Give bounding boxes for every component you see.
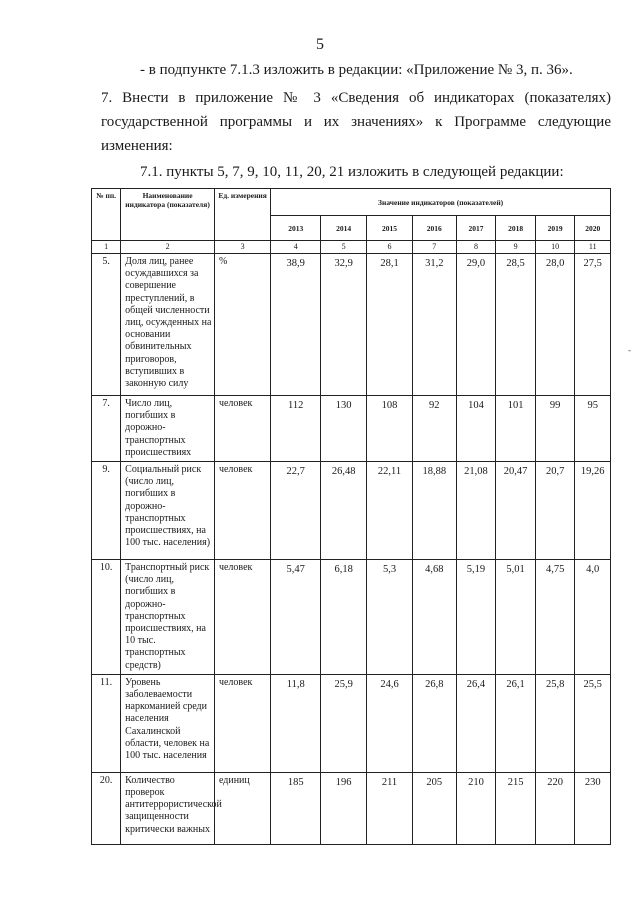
indicator-value: 196: [321, 772, 367, 844]
indicator-value: 28,1: [367, 254, 413, 396]
header-year: 2018: [496, 216, 536, 241]
unit-of-measure: единиц: [214, 772, 270, 844]
indicator-value: 19,26: [575, 462, 611, 560]
indicator-value: 28,5: [496, 254, 536, 396]
indicator-value: 4,75: [535, 560, 575, 675]
indicator-name: Доля лиц, ранее осуждавшихся за совершение преступлений, в общей численности лиц, осужденных на основании обвинительных приговоров, вступивших в законную силу: [121, 254, 215, 396]
row-number: 10.: [92, 560, 121, 675]
paragraph-items-amendment: 7.1. пункты 5, 7, 9, 10, 11, 20, 21 изложить в следующей редакции:: [140, 164, 564, 180]
column-number: 3: [214, 241, 270, 254]
indicator-value: 4,68: [412, 560, 456, 675]
indicator-name: Транспортный риск (число лиц, погибших в дорожно-транспортных происшествиях, на 10 тыс. транспортных средств): [121, 560, 215, 675]
indicator-value: 215: [496, 772, 536, 844]
column-number: 10: [535, 241, 575, 254]
row-number: 20.: [92, 772, 121, 844]
indicator-value: 27,5: [575, 254, 611, 396]
indicator-value: 18,88: [412, 462, 456, 560]
indicator-value: 26,4: [456, 674, 496, 772]
unit-of-measure: человек: [214, 462, 270, 560]
indicator-value: 92: [412, 396, 456, 462]
indicator-value: 108: [367, 396, 413, 462]
indicator-value: 6,18: [321, 560, 367, 675]
indicator-value: 25,8: [535, 674, 575, 772]
row-number: 7.: [92, 396, 121, 462]
indicator-value: 112: [271, 396, 321, 462]
table-row: [92, 396, 611, 462]
indicator-value: 26,8: [412, 674, 456, 772]
table-row: [92, 462, 611, 560]
indicator-value: 185: [271, 772, 321, 844]
indicator-value: 20,7: [535, 462, 575, 560]
column-number: 5: [321, 241, 367, 254]
header-num: № пп.: [92, 189, 121, 241]
indicator-value: 99: [535, 396, 575, 462]
header-name: Наименование индикатора (показателя): [121, 189, 215, 241]
indicator-value: 211: [367, 772, 413, 844]
column-number: 1: [92, 241, 121, 254]
column-number: 8: [456, 241, 496, 254]
indicator-value: 31,2: [412, 254, 456, 396]
indicator-value: 4,0: [575, 560, 611, 675]
unit-of-measure: человек: [214, 674, 270, 772]
indicator-value: 25,9: [321, 674, 367, 772]
indicator-name: Уровень заболеваемости наркоманией среди населения Сахалинской области, человек на 100 тыс. населения: [121, 674, 215, 772]
row-number: 11.: [92, 674, 121, 772]
column-number: 4: [271, 241, 321, 254]
indicator-value: 5,01: [496, 560, 536, 675]
unit-of-measure: %: [214, 254, 270, 396]
indicator-value: 104: [456, 396, 496, 462]
header-year: 2013: [271, 216, 321, 241]
header-year: 2015: [367, 216, 413, 241]
table-header-row: [92, 189, 611, 216]
header-year: 2017: [456, 216, 496, 241]
indicator-name: Социальный риск (число лиц, погибших в дорожно-транспортных происшествиях, на 100 тыс. населения): [121, 462, 215, 560]
row-number: 9.: [92, 462, 121, 560]
indicator-value: 26,1: [496, 674, 536, 772]
header-year: 2014: [321, 216, 367, 241]
header-year: 2016: [412, 216, 456, 241]
indicator-name: Количество проверок антитеррористической защищенности критически важных: [121, 772, 215, 844]
indicator-value: 205: [412, 772, 456, 844]
indicator-value: 210: [456, 772, 496, 844]
header-year: 2020: [575, 216, 611, 241]
unit-of-measure: человек: [214, 560, 270, 675]
indicator-value: 230: [575, 772, 611, 844]
indicator-value: 5,47: [271, 560, 321, 675]
column-number: 6: [367, 241, 413, 254]
table-row: [92, 772, 611, 844]
indicator-value: 21,08: [456, 462, 496, 560]
header-values: Значение индикаторов (показателей): [271, 189, 611, 216]
indicator-value: 38,9: [271, 254, 321, 396]
indicator-value: 22,7: [271, 462, 321, 560]
indicator-value: 11,8: [271, 674, 321, 772]
paragraph-appendix-amendment: 7. Внести в приложение № 3 «Сведения об индикаторах (показателях) государственной программы и их значениях» к Программе следующие изменения:: [101, 90, 611, 154]
indicator-value: 130: [321, 396, 367, 462]
row-number: 5.: [92, 254, 121, 396]
header-year: 2019: [535, 216, 575, 241]
column-number: 11: [575, 241, 611, 254]
column-number: 7: [412, 241, 456, 254]
indicator-value: 95: [575, 396, 611, 462]
indicator-value: 22,11: [367, 462, 413, 560]
indicator-name: Число лиц, погибших в дорожно-транспортных происшествиях: [121, 396, 215, 462]
table-row: [92, 560, 611, 675]
indicator-value: 5,19: [456, 560, 496, 675]
page-number: 5: [316, 36, 324, 53]
column-number-row: [92, 241, 611, 254]
column-number: 9: [496, 241, 536, 254]
table-row: [92, 674, 611, 772]
unit-of-measure: человек: [214, 396, 270, 462]
column-number: 2: [121, 241, 215, 254]
indicator-value: 5,3: [367, 560, 413, 675]
indicator-value: 26,48: [321, 462, 367, 560]
indicator-value: 25,5: [575, 674, 611, 772]
indicator-value: 24,6: [367, 674, 413, 772]
header-unit: Ед. измерения: [214, 189, 270, 241]
margin-mark: -: [628, 345, 631, 355]
indicators-table: [91, 188, 611, 845]
indicator-value: 32,9: [321, 254, 367, 396]
paragraph-subclause-amendment: - в подпункте 7.1.3 изложить в редакции: «Приложение № 3, п. 36».: [140, 62, 573, 78]
indicator-value: 20,47: [496, 462, 536, 560]
table-row: [92, 254, 611, 396]
indicator-value: 101: [496, 396, 536, 462]
indicator-value: 220: [535, 772, 575, 844]
indicator-value: 29,0: [456, 254, 496, 396]
indicator-value: 28,0: [535, 254, 575, 396]
